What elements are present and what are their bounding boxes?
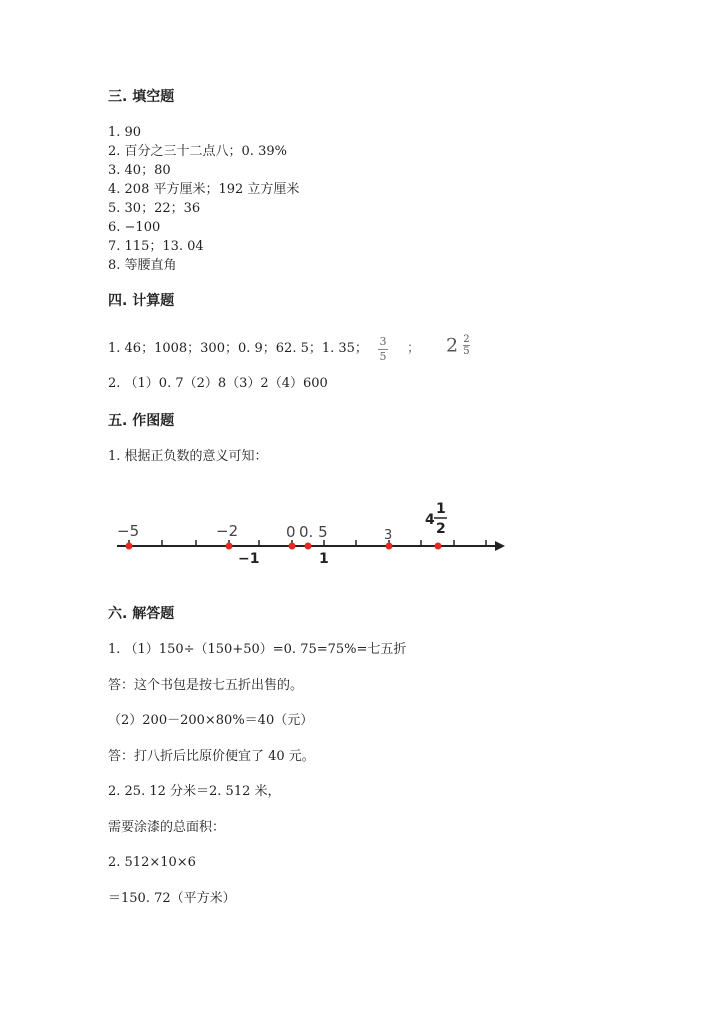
answer-item: 8. 等腰直角 — [108, 258, 177, 273]
answer-item: 4. 208 平方厘米；192 立方厘米 — [108, 182, 300, 197]
label-minus-1: −1 — [238, 551, 260, 567]
fraction-numerator: 3 — [379, 335, 387, 348]
section6-title: 六. 解答题 — [108, 606, 175, 622]
point-4-and-half — [435, 543, 442, 550]
label-1: 1 — [319, 551, 329, 567]
answer-item: 3. 40；80 — [108, 163, 171, 178]
answer-item: 2. 百分之三十二点八；0. 39% — [108, 144, 287, 159]
label-4-denominator: 2 — [436, 521, 446, 537]
solution-line: ＝150. 72（平方米） — [108, 891, 236, 906]
answer-item: 1. 90 — [108, 125, 142, 140]
solution-line: 2. 512×10×6 — [108, 855, 196, 870]
label-minus-2: −2 — [216, 522, 239, 540]
calc-line-1: 1. 46；1008；300；0. 9；62. 5；1. 35； — [108, 341, 368, 356]
calc-line-2: 2. （1）0. 7（2）8（3）2（4）600 — [108, 376, 328, 391]
solution-line: 答：打八折后比原价便宜了 40 元。 — [108, 749, 315, 764]
solution-line: （2）200－200×80%＝40（元） — [108, 713, 314, 728]
mixed-numerator: 2 — [463, 334, 470, 345]
mixed-denominator: 5 — [463, 346, 470, 357]
solution-line: 需要涂漆的总面积： — [108, 820, 226, 835]
mixed-whole: 2 — [446, 334, 459, 357]
label-zero: 0 — [286, 523, 296, 541]
section5-title: 五. 作图题 — [108, 413, 175, 429]
section4-title: 四. 计算题 — [108, 293, 175, 309]
solution-line: 2. 25. 12 分米＝2. 512 米， — [108, 784, 281, 799]
label-minus-5: −5 — [117, 522, 140, 540]
number-line — [0, 490, 720, 580]
fraction-three-fifths — [378, 336, 388, 363]
point-half — [305, 543, 312, 550]
mixed-fraction — [463, 334, 469, 357]
fraction-denominator: 5 — [379, 350, 387, 363]
answer-item: 7. 115；13. 04 — [108, 239, 204, 254]
label-4-numerator: 1 — [436, 501, 446, 517]
section3-title: 三. 填空题 — [108, 89, 175, 105]
separator: ； — [407, 341, 421, 356]
point-minus-5 — [126, 543, 133, 550]
drawing-line-1: 1. 根据正负数的意义可知： — [108, 449, 268, 464]
label-3: 3 — [384, 528, 393, 543]
solution-line: 答：这个书包是按七五折出售的。 — [108, 678, 304, 693]
point-zero — [289, 543, 296, 550]
answer-item: 6. −100 — [108, 220, 161, 235]
solution-line: 1. （1）150÷（150+50）=0. 75=75%=七五折 — [108, 642, 407, 657]
label-4-whole: 4 — [425, 512, 435, 528]
point-3 — [386, 543, 393, 550]
point-minus-2 — [226, 543, 233, 550]
answer-item: 5. 30；22；36 — [108, 201, 201, 216]
label-half: 0. 5 — [299, 523, 328, 541]
mixed-number-two-and-two-fifths — [446, 334, 470, 357]
axis-arrow — [495, 541, 505, 551]
